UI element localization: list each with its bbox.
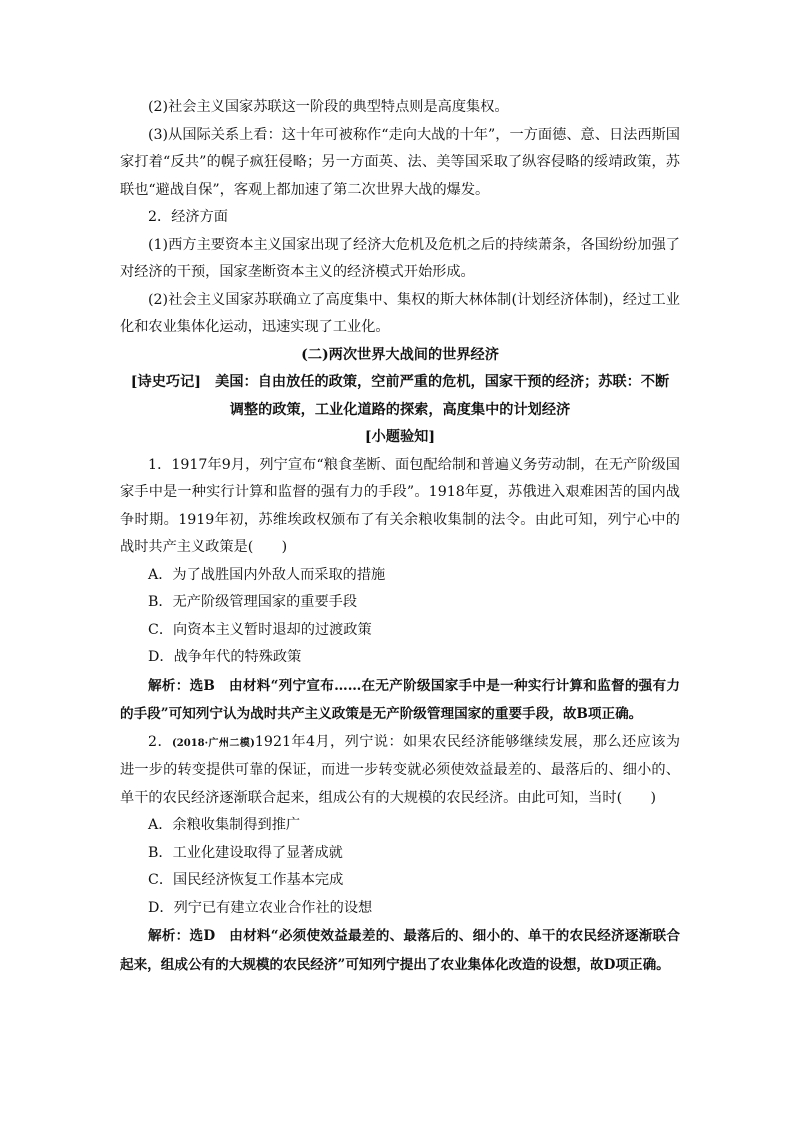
poem-mnemonic xyxy=(120,369,680,424)
poem-label: [诗史巧记] xyxy=(130,374,201,390)
question-2-analysis: 解析：选D 由材料“必须使效益最差的、最落后的、细小的、单干的农民经济逐渐联合起来，组成公有的大规模的农民经济”可知列宁提出了农业集体化改造的设想，故D项正确。 xyxy=(120,928,680,973)
question-2-option-a: A．余粮收集制得到推广 xyxy=(148,817,301,833)
question-1-analysis: 解析：选B 由材料“列宁宣布……在无产阶级国家手中是一种实行计算和监督的强有力的手段”可知列宁认为战时共产主义政策是无产阶级管理国家的重要手段，故B项正确。 xyxy=(120,677,680,722)
intro-paragraph-2: (2)社会主义国家苏联这一阶段的典型特点则是高度集权。 xyxy=(148,99,509,115)
intro-paragraph-3: (3)从国际关系上看：这十年可被称作“走向大战的十年”，一方面德、意、日法西斯国家打着“反共”的幌子疯狂侵略；另一方面英、法、美等国采取了纵容侵略的绥靖政策，苏联也“避战自保”，客观上都加速了第二次世界大战的爆发。 xyxy=(120,126,680,198)
question-1-option-d: D．战争年代的特殊政策 xyxy=(148,649,302,665)
economy-paragraph-2: (2)社会主义国家苏联确立了高度集中、集权的斯大林体制(计划经济体制)，经过工业化和农业集体化运动，迅速实现了工业化。 xyxy=(120,291,680,335)
question-1-option-b: B．无产阶级管理国家的重要手段 xyxy=(148,594,358,610)
question-2 xyxy=(120,729,680,980)
section-title: (二)两次世界大战间的世界经济 xyxy=(301,346,499,363)
question-2-option-d: D．列宁已有建立农业合作社的设想 xyxy=(148,899,373,916)
economy-heading: 2．经济方面 xyxy=(148,209,228,225)
question-1-option-c: C．向资本主义暂时退却的过渡政策 xyxy=(148,621,372,638)
question-1-stem: 1．1917年9月，列宁宣布“粮食垄断、面包配给制和普遍义务劳动制，在无产阶级国家手中是一种实行计算和监督的强有力的手段”。1918年夏，苏俄进入艰难困苦的国内战争时期。1919年初，苏维埃政权颁布了有关余粮收集制的法令。由此可知，列宁心中的战时共产主义政策是( ) xyxy=(120,456,680,555)
question-1 xyxy=(120,452,680,729)
economy-paragraph-1: (1)西方主要资本主义国家出现了经济大危机及危机之后的持续萧条，各国纷纷加强了对经济的干预，国家垄断资本主义的经济模式开始形成。 xyxy=(120,236,680,280)
poem-text: 美国：自由放任的政策，空前严重的危机，国家干预的经济；苏联：不断调整的政策，工业化道路的探索，高度集中的计划经济 xyxy=(200,374,670,418)
question-2-stem-text: 1921年4月，列宁说：如果农民经济能够继续发展，那么还应该为进一步的转变提供可靠的保证，而进一步转变就必须使效益最差的、最落后的、细小的、单干的农民经济逐渐联合起来，组成公有的大规模的农民经济。由此可知，当时( ) xyxy=(120,733,681,806)
question-2-option-c: C．国民经济恢复工作基本完成 xyxy=(148,872,344,888)
question-1-option-a: A．为了战胜国内外敌人而采取的措施 xyxy=(148,566,386,583)
document-body xyxy=(120,94,680,979)
question-2-number: 2． xyxy=(148,733,173,750)
quiz-label: [小题验知] xyxy=(364,429,436,445)
question-2-source: (2018·广州二模) xyxy=(172,737,255,749)
question-2-option-b: B．工业化建设取得了显著成就 xyxy=(148,844,343,861)
question-2-stem xyxy=(120,729,680,813)
